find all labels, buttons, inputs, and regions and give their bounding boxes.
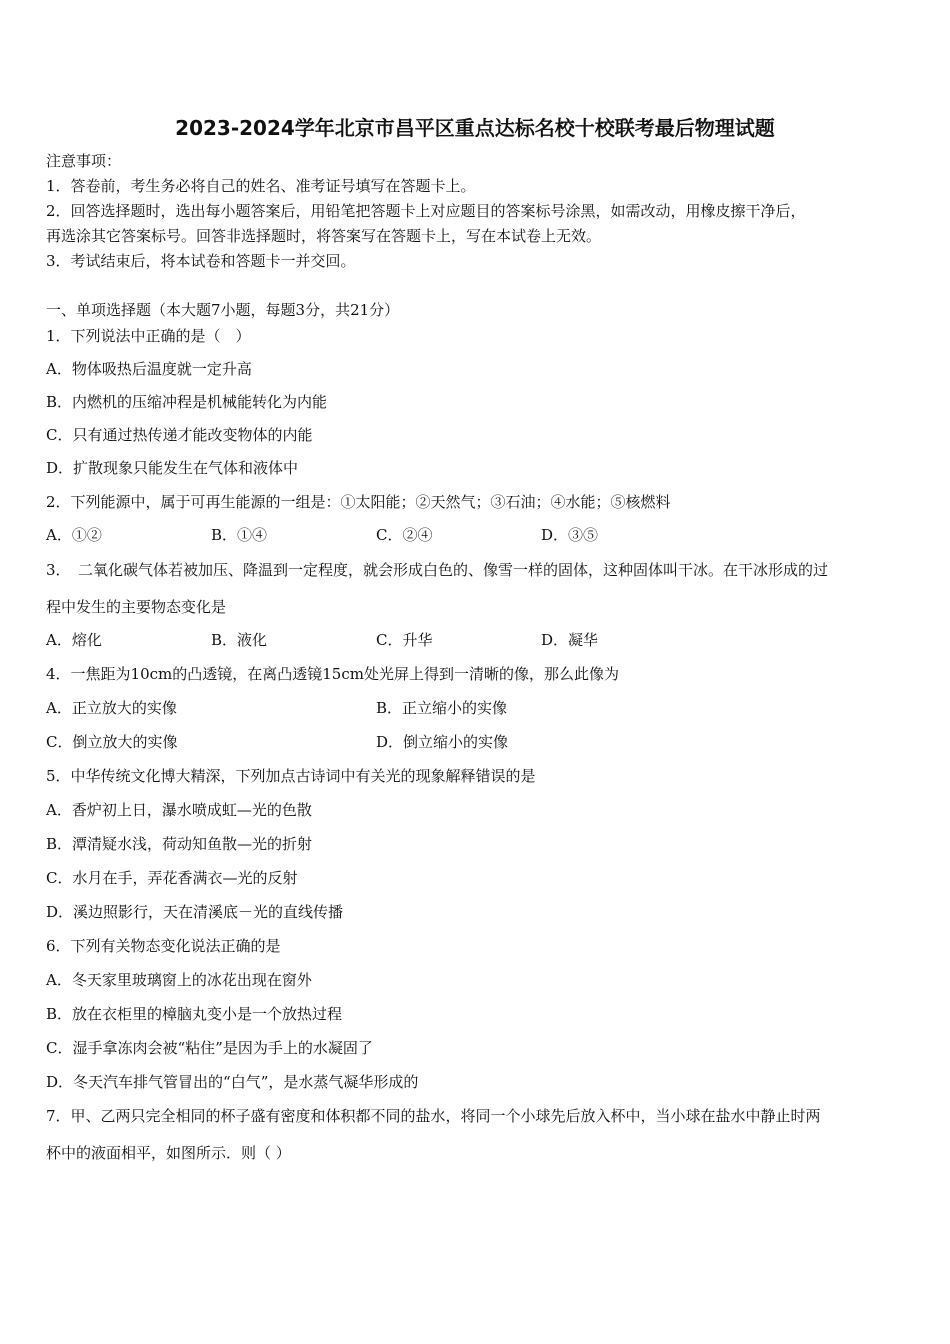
question-2-option-c: C．②④: [376, 526, 433, 544]
question-2-option-a: A．①②: [46, 526, 102, 544]
question-3-option-c: C．升华: [376, 631, 433, 649]
question-6-stem: 6．下列有关物态变化说法正确的是: [46, 937, 281, 955]
notice-item: 3．考试结束后，将本试卷和答题卡一并交回。: [46, 252, 356, 270]
question-4-option-b: B．正立缩小的实像: [376, 699, 508, 717]
notice-heading: 注意事项：: [46, 152, 122, 170]
question-4-option-a: A．正立放大的实像: [46, 699, 177, 717]
notice-item: 1．答卷前，考生务必将自己的姓名、准考证号填写在答题卡上。: [46, 177, 476, 195]
question-6-option-d: D．冬天汽车排气管冒出的“白气”，是水蒸气凝华形成的: [46, 1073, 419, 1091]
question-4-stem: 4．一焦距为10cm的凸透镜，在离凸透镜15cm处光屏上得到一清晰的像，那么此像为: [46, 665, 619, 683]
question-3-stem: 3． 二氧化碳气体若被加压、降温到一定程度，就会形成白色的、像雪一样的固体，这种固体叫干冰。在干冰形成的过: [46, 561, 829, 579]
question-5-stem: 5．中华传统文化博大精深，下列加点古诗词中有关光的现象解释错误的是: [46, 767, 536, 785]
page-title: 2023-2024学年北京市昌平区重点达标名校十校联考最后物理试题: [175, 116, 775, 140]
question-2-option-b: B．①④: [211, 526, 268, 544]
question-6-option-a: A．冬天家里玻璃窗上的冰花出现在窗外: [46, 971, 312, 989]
question-6-option-b: B．放在衣柜里的樟脑丸变小是一个放热过程: [46, 1005, 343, 1023]
question-7-stem: 7．甲、乙两只完全相同的杯子盛有密度和体积都不同的盐水，将同一个小球先后放入杯中，当小球在盐水中静止时两: [46, 1107, 821, 1125]
question-3-option-d: D．凝华: [541, 631, 599, 649]
question-4-option-d: D．倒立缩小的实像: [376, 733, 509, 751]
question-2-option-d: D．③⑤: [541, 526, 599, 544]
question-2-stem: 2．下列能源中，属于可再生能源的一组是：①太阳能；②天然气；③石油；④水能；⑤核燃料: [46, 493, 671, 511]
question-3-stem-cont: 程中发生的主要物态变化是: [46, 598, 227, 616]
notice-item: 2．回答选择题时，选出每小题答案后，用铅笔把答题卡上对应题目的答案标号涂黑，如需改动，用橡皮擦干净后，: [46, 202, 806, 220]
question-4-option-c: C．倒立放大的实像: [46, 733, 178, 751]
question-5-option-d: D．溪边照影行，天在清溪底－光的直线传播: [46, 903, 344, 921]
question-6-option-c: C．湿手拿冻肉会被“粘住”是因为手上的水凝固了: [46, 1039, 373, 1057]
question-3-option-b: B．液化: [211, 631, 268, 649]
notice-item: 再选涂其它答案标号。回答非选择题时，将答案写在答题卡上，写在本试卷上无效。: [46, 227, 602, 245]
question-1-option-d: D．扩散现象只能发生在气体和液体中: [46, 459, 299, 477]
question-1-option-c: C．只有通过热传递才能改变物体的内能: [46, 426, 313, 444]
question-1-option-a: A．物体吸热后温度就一定升高: [46, 360, 252, 378]
question-3-option-a: A．熔化: [46, 631, 102, 649]
question-5-option-c: C．水月在手，弄花香满衣—光的反射: [46, 869, 298, 887]
question-5-option-a: A．香炉初上日，瀑水喷成虹—光的色散: [46, 801, 312, 819]
question-1-stem: 1．下列说法中正确的是（ ）: [46, 327, 251, 345]
question-7-stem-cont: 杯中的液面相平，如图所示．则（ ）: [46, 1144, 291, 1162]
question-1-option-b: B．内燃机的压缩冲程是机械能转化为内能: [46, 393, 328, 411]
section-heading: 一、单项选择题（本大题7小题，每题3分，共21分）: [46, 301, 400, 319]
question-5-option-b: B．潭清疑水浅，荷动知鱼散—光的折射: [46, 835, 313, 853]
